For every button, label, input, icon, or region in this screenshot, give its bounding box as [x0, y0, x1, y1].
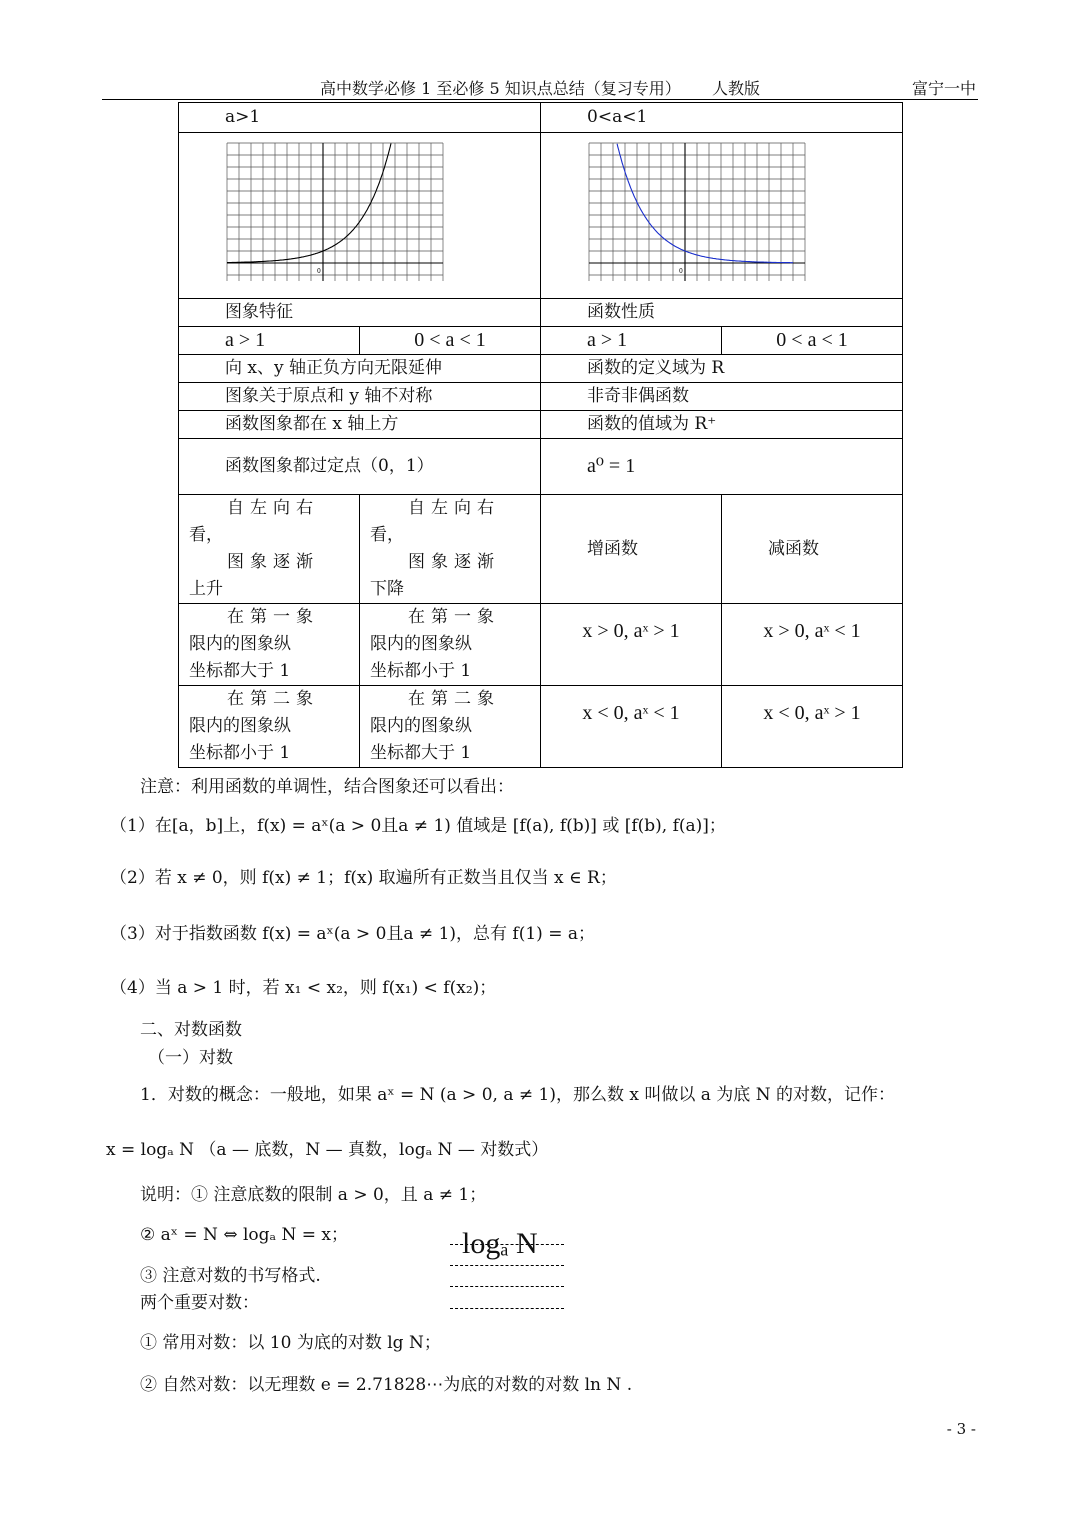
- text-line: 限内的图象纵: [370, 716, 472, 736]
- header-title: 高中数学必修 1 至必修 5 知识点总结（复习专用）: [320, 79, 681, 98]
- log-format-text: logₐ N: [462, 1227, 538, 1260]
- quadrant-two-dec: x < 0, aˣ > 1: [722, 686, 903, 768]
- guide-line: [450, 1286, 564, 1287]
- property-range: 函数的值域为 R⁺: [541, 411, 903, 439]
- origin-label: 0: [317, 268, 321, 275]
- item-2: （2）若 x ≠ 0，则 f(x) ≠ 1；f(x) 取遍所有正数当且仅当 x ∈ R；: [110, 868, 617, 888]
- guide-line: [450, 1265, 564, 1266]
- monotonic-lt-cell: [360, 495, 541, 604]
- monotonic-gt-cell: [179, 495, 360, 604]
- text-line: 在第二象: [408, 689, 500, 709]
- origin-label: 0: [679, 268, 683, 275]
- col-header-a-gt-1: a>1: [179, 103, 541, 133]
- quadrant-two-inc: x < 0, aˣ < 1: [541, 686, 722, 768]
- table-row: [179, 411, 903, 439]
- feature-fixed-point: 函数图象都过定点（0，1）: [179, 439, 541, 495]
- header-rule: [102, 99, 978, 100]
- text-line: 限内的图象纵: [189, 716, 291, 736]
- table-row: [179, 133, 903, 299]
- quadrant-one-gt-cell: [179, 604, 360, 686]
- page-number: - 3 -: [946, 1420, 976, 1438]
- case-a-gt-1: a > 1: [541, 327, 722, 355]
- case-a-gt-1: a > 1: [179, 327, 360, 355]
- table-row: [179, 103, 903, 133]
- feature-above-x-axis: 函数图象都在 x 轴上方: [179, 411, 541, 439]
- property-domain: 函数的定义域为 R: [541, 355, 903, 383]
- log-definition: x = logₐ N （a — 底数，N — 真数，logₐ N — 对数式）: [106, 1140, 549, 1160]
- explain-2: ② aˣ = N ⇔ logₐ N = x；: [140, 1225, 348, 1245]
- common-log: ① 常用对数：以 10 为底的对数 lg N；: [140, 1333, 441, 1353]
- text-line: 限内的图象纵: [370, 634, 472, 654]
- text-line: 自左向右: [227, 498, 319, 518]
- graph-features-heading: 图象特征: [179, 299, 541, 327]
- exponential-function-table: [178, 102, 903, 768]
- text-line: 看，: [370, 525, 404, 545]
- text-line: 上升: [189, 579, 223, 599]
- increasing-function: 增函数: [541, 495, 722, 604]
- text-line: 在第一象: [408, 607, 500, 627]
- table-row: [179, 299, 903, 327]
- section-heading: 二、对数函数: [140, 1020, 242, 1040]
- function-properties-heading: 函数性质: [541, 299, 903, 327]
- explain-3: ③ 注意对数的书写格式.: [140, 1266, 321, 1286]
- guide-line: [450, 1308, 564, 1309]
- item-1: （1）在[a，b]上，f(x) = aˣ(a > 0且a ≠ 1) 值域是 [f(a), f(b)] 或 [f(b), f(a)]；: [110, 816, 726, 836]
- text-line: 下降: [370, 579, 404, 599]
- property-a-power-zero: a⁰ = 1: [541, 439, 903, 495]
- note-line: 注意：利用函数的单调性，结合图象还可以看出：: [140, 777, 514, 797]
- graph-a-gt-1: [219, 139, 445, 289]
- text-line: 图象逐渐: [408, 552, 500, 572]
- case-a-lt-1: 0 < a < 1: [360, 327, 541, 355]
- text-line: 看，: [189, 525, 223, 545]
- explain-1: 说明：① 注意底数的限制 a > 0，且 a ≠ 1；: [140, 1185, 487, 1205]
- table-row: [179, 495, 903, 604]
- text-line: 坐标都大于 1: [370, 743, 472, 763]
- subsection-heading: （一）对数: [148, 1048, 233, 1068]
- col-header-a-lt-1: 0<a<1: [541, 103, 903, 133]
- header-school: 富宁一中: [912, 79, 977, 98]
- graph-cell-a-gt-1: [179, 133, 541, 299]
- header-edition: 人教版: [712, 79, 761, 98]
- quadrant-two-gt-cell: [179, 686, 360, 768]
- important-logs-heading: 两个重要对数：: [140, 1293, 259, 1313]
- table-row: [179, 604, 903, 686]
- text-line: 坐标都大于 1: [189, 661, 291, 681]
- text-line: 坐标都小于 1: [189, 743, 291, 763]
- table-row: [179, 383, 903, 411]
- text-line: 在第一象: [227, 607, 319, 627]
- item-3: （3）对于指数函数 f(x) = aˣ(a > 0且a ≠ 1)，总有 f(1) = a；: [110, 924, 595, 944]
- feature-extension: 向 x、y 轴正负方向无限延伸: [179, 355, 541, 383]
- quadrant-one-dec: x > 0, aˣ < 1: [722, 604, 903, 686]
- table-row: [179, 327, 903, 355]
- text-line: 图象逐渐: [227, 552, 319, 572]
- log-concept: 1．对数的概念：一般地，如果 aˣ = N (a > 0, a ≠ 1)，那么数 x 叫做以 a 为底 N 的对数，记作：: [140, 1085, 895, 1105]
- decreasing-function: 减函数: [722, 495, 903, 604]
- text-line: 坐标都小于 1: [370, 661, 472, 681]
- quadrant-one-lt-cell: [360, 604, 541, 686]
- log-format-guide: [450, 1226, 564, 1316]
- natural-log: ② 自然对数：以无理数 e = 2.71828⋯为底的对数的对数 ln N .: [140, 1375, 633, 1395]
- text-line: 自左向右: [408, 498, 500, 518]
- feature-symmetry: 图象关于原点和 y 轴不对称: [179, 383, 541, 411]
- table-row: [179, 686, 903, 768]
- quadrant-one-inc: x > 0, aˣ > 1: [541, 604, 722, 686]
- table-row: [179, 355, 903, 383]
- text-line: 限内的图象纵: [189, 634, 291, 654]
- item-4: （4）当 a > 1 时，若 x₁ < x₂，则 f(x₁) < f(x₂)；: [110, 978, 497, 998]
- graph-cell-a-lt-1: [541, 133, 903, 299]
- case-a-lt-1: 0 < a < 1: [722, 327, 903, 355]
- property-parity: 非奇非偶函数: [541, 383, 903, 411]
- text-line: 在第二象: [227, 689, 319, 709]
- quadrant-two-lt-cell: [360, 686, 541, 768]
- graph-a-lt-1: [581, 139, 807, 289]
- table-row: [179, 439, 903, 495]
